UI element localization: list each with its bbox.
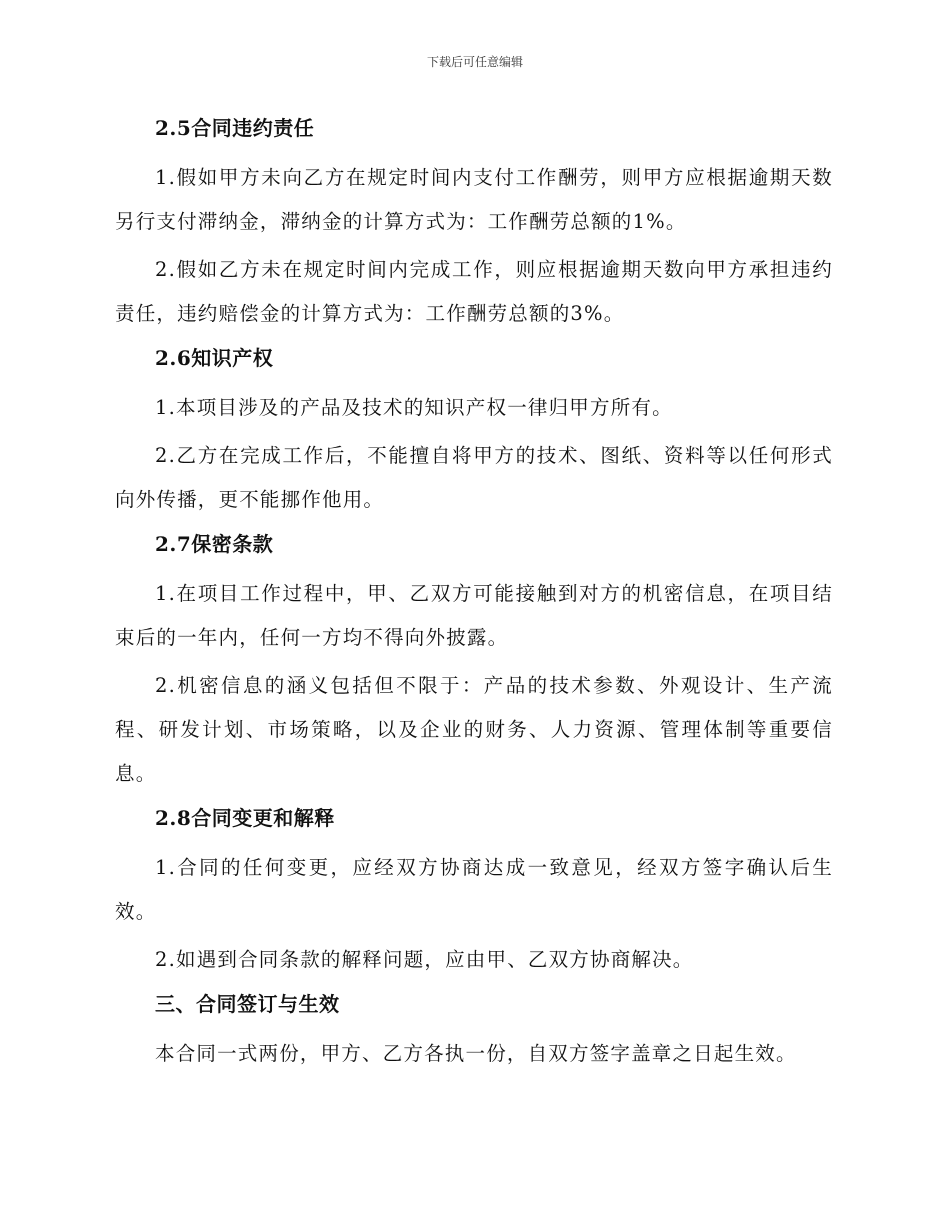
paragraph: 1.假如甲方未向乙方在规定时间内支付工作酬劳，则甲方应根据逾期天数另行支付滞纳金，滞纳金的计算方式为：工作酬劳总额的1%。 xyxy=(115,166,833,233)
section-heading: 2.7保密条款 xyxy=(155,532,274,556)
paragraph: 2.机密信息的涵义包括但不限于：产品的技术参数、外观设计、生产流程、研发计划、市场策略，以及企业的财务、人力资源、管理体制等重要信息。 xyxy=(115,674,833,785)
paragraph: 1.合同的任何变更，应经双方协商达成一致意见，经双方签字确认后生效。 xyxy=(115,856,833,923)
page-header: 下载后可任意编辑 xyxy=(426,55,523,69)
paragraph: 2.乙方在完成工作后，不能擅自将甲方的技术、图纸、资料等以任何形式向外传播，更不能挪作他用。 xyxy=(115,444,833,511)
paragraph: 2.如遇到合同条款的解释问题，应由甲、乙双方协商解决。 xyxy=(155,948,694,971)
paragraph: 1.本项目涉及的产品及技术的知识产权一律归甲方所有。 xyxy=(155,396,673,419)
document-body xyxy=(115,110,833,1080)
paragraph: 本合同一式两份，甲方、乙方各执一份，自双方签字盖章之日起生效。 xyxy=(155,1042,797,1065)
section-heading: 三、合同签订与生效 xyxy=(155,992,340,1016)
section-3-signing-effectiveness xyxy=(115,986,833,1076)
paragraph: 1.在项目工作过程中，甲、乙双方可能接触到对方的机密信息，在项目结束后的一年内，任何一方均不得向外披露。 xyxy=(115,582,833,649)
paragraph: 2.假如乙方未在规定时间内完成工作，则应根据逾期天数向甲方承担违约责任，违约赔偿金的计算方式为：工作酬劳总额的3%。 xyxy=(115,258,833,325)
section-2-6-intellectual-property xyxy=(115,340,833,522)
section-2-5-breach-liability xyxy=(115,110,833,336)
section-2-8-changes-interpretation xyxy=(115,800,833,982)
section-heading: 2.5合同违约责任 xyxy=(155,116,315,140)
section-heading: 2.6知识产权 xyxy=(155,346,274,370)
section-2-7-confidentiality xyxy=(115,526,833,796)
section-heading: 2.8合同变更和解释 xyxy=(155,806,335,830)
